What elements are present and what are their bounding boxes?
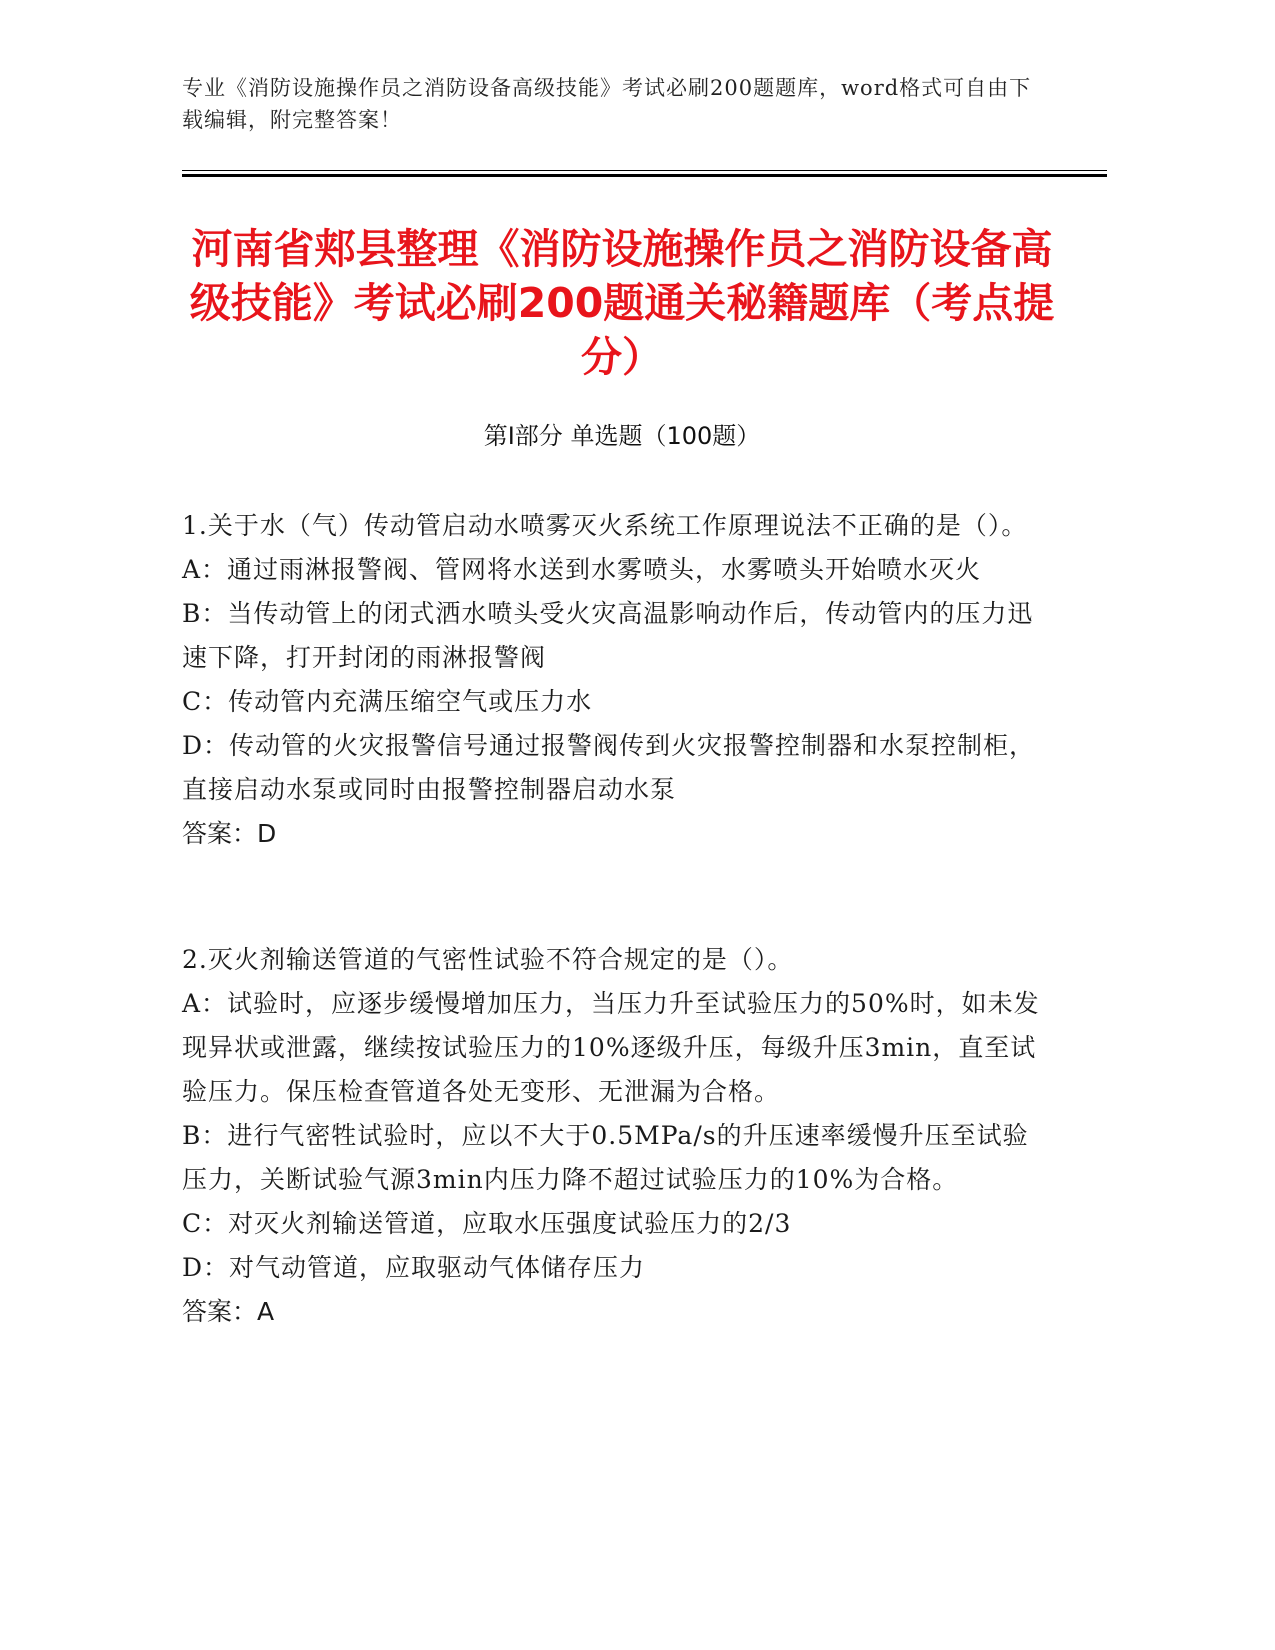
option-c: C：对灭火剂输送管道，应取水压强度试验压力的2/3 — [182, 1209, 792, 1238]
question-block — [182, 504, 1042, 856]
section-heading: 第I部分 单选题（100题） — [483, 422, 761, 450]
header-note: 专业《消防设施操作员之消防设备高级技能》考试必刷200题题库，word格式可自由下载编辑，附完整答案！ — [182, 76, 1032, 132]
question-stem: 1.关于水（气）传动管启动水喷雾灭火系统工作原理说法不正确的是（）。 — [182, 511, 1028, 540]
header-divider-thick — [182, 174, 1107, 177]
option-b: B：当传动管上的闭式洒水喷头受火灾高温影响动作后，传动管内的压力迅速下降，打开封闭的雨淋报警阀 — [182, 599, 1034, 672]
answer-line: 答案：A — [182, 1297, 275, 1326]
option-d: D：传动管的火灾报警信号通过报警阀传到火灾报警控制器和水泵控制柜，直接启动水泵或同时由报警控制器启动水泵 — [182, 731, 1036, 804]
option-c: C：传动管内充满压缩空气或压力水 — [182, 687, 593, 716]
question-block — [182, 938, 1042, 1334]
question-stem: 2.灭火剂输送管道的气密性试验不符合规定的是（）。 — [182, 945, 794, 974]
option-b: B：进行气密牲试验时，应以不大于0.5MPa/s的升压速率缓慢升压至试验压力，关断试验气源3min内压力降不超过试验压力的10%为合格。 — [182, 1121, 1029, 1194]
option-d: D：对气动管道，应取驱动气体储存压力 — [182, 1253, 646, 1282]
option-a: A：通过雨淋报警阀、管网将水送到水雾喷头，水雾喷头开始喷水灭火 — [182, 555, 982, 584]
answer-line: 答案：D — [182, 819, 277, 848]
header-divider-thin — [182, 170, 1107, 171]
option-a: A：试验时，应逐步缓慢增加压力，当压力升至试验压力的50%时，如未发现异状或泄露，继续按试验压力的10%逐级升压，每级升压3min，直至试验压力。保压检查管道各处无变形、无泄漏为合格。 — [182, 989, 1040, 1106]
document-title: 河南省郏县整理《消防设施操作员之消防设备高级技能》考试必刷200题通关秘籍题库（考点提分） — [189, 225, 1055, 381]
